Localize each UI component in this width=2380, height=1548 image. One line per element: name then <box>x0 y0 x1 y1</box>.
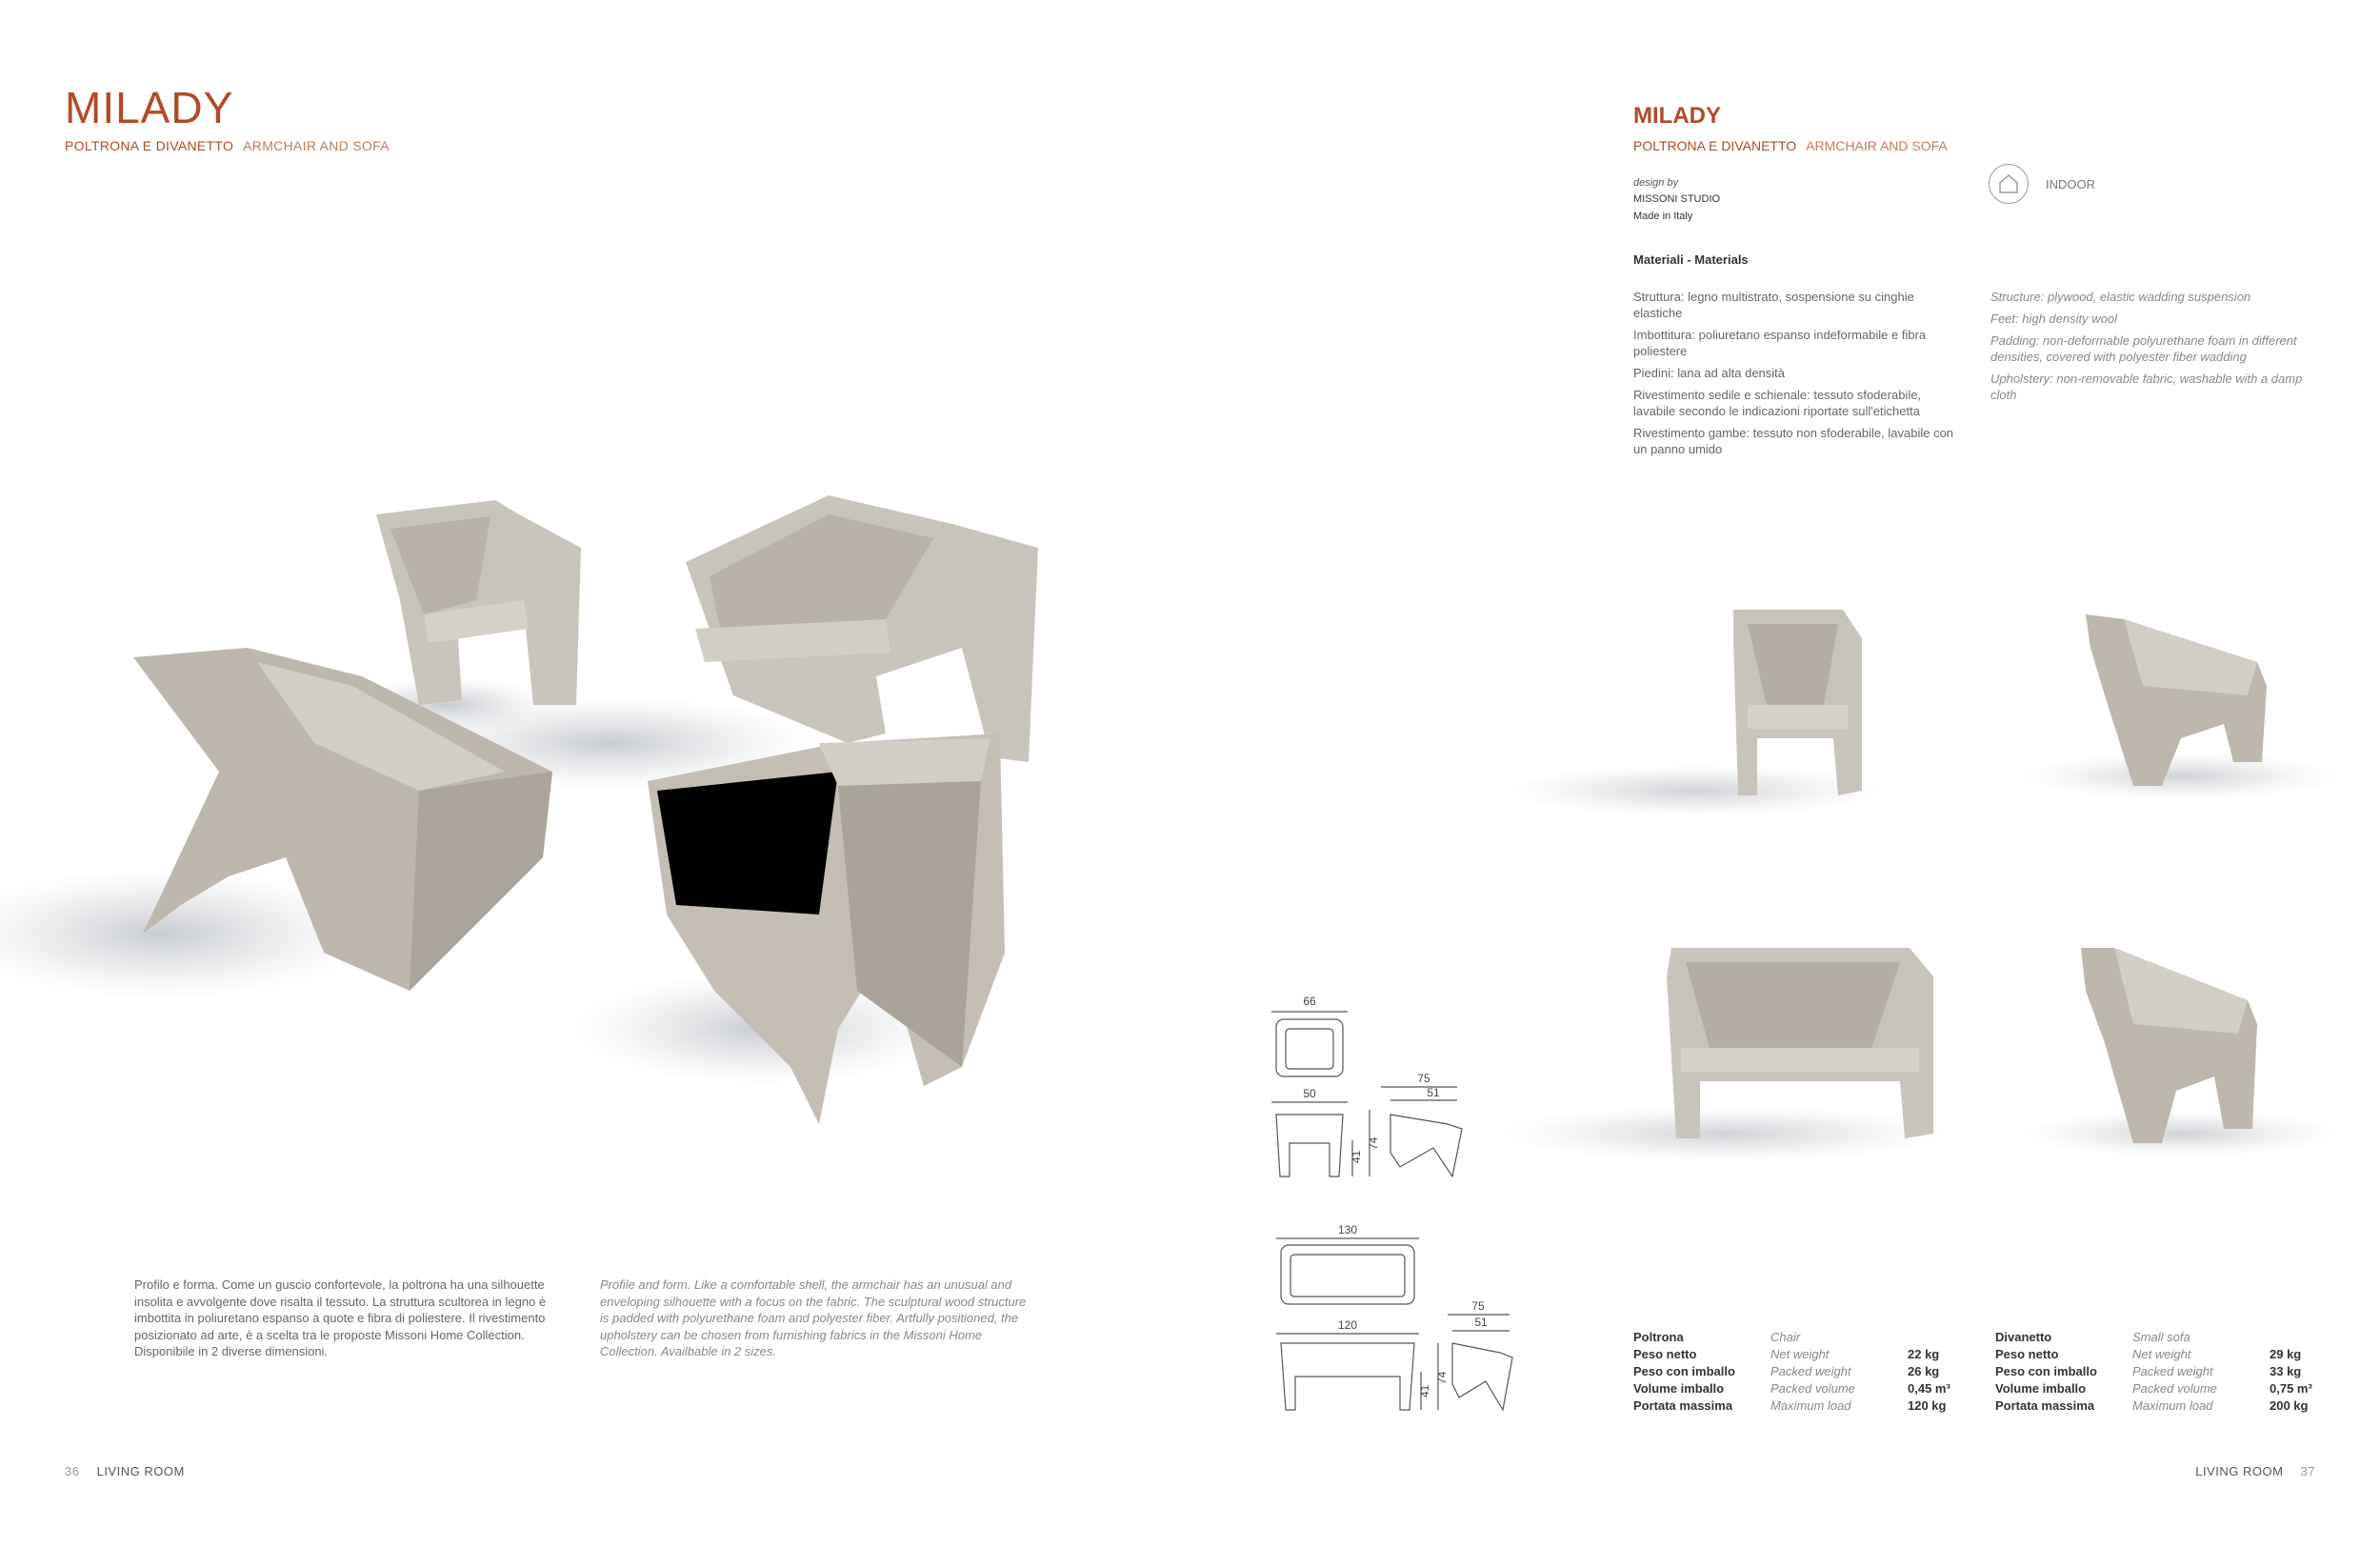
materials-it-list <box>1633 289 1957 463</box>
dim-chair-height: 74 <box>1367 1136 1380 1150</box>
description-en: Profile and form. Like a comfortable shell, the armchair has an unusual and enveloping silhouette with a focus on the fabric. The sculptural wood structure is padded with polyurethane foam and polyester fiber. Artfully positioned, the upholstery can be chosen from furnishing fabrics in the Missoni Home Collection. Availbable in 2 sizes. <box>600 1277 1027 1358</box>
spec-label: Peso con imballo <box>1633 1364 1735 1378</box>
spec-name-it: Divanetto <box>1995 1330 2052 1344</box>
dim-sofa-width-top: 130 <box>1337 1223 1358 1236</box>
spec-value: 120 kg <box>1908 1398 1947 1413</box>
specs-sofa <box>1995 1329 2355 1415</box>
environment-label: INDOOR <box>2046 177 2095 191</box>
dim-sofa-depth-seat: 51 <box>1474 1316 1488 1329</box>
spec-label: Peso netto <box>1633 1347 1697 1361</box>
page-number-right: 37 <box>2300 1464 2315 1478</box>
spec-name-it: Poltrona <box>1633 1330 1684 1344</box>
product-photo-group <box>0 457 1200 1181</box>
material-item: Upholstery: non-removable fabric, washable with a damp cloth <box>1990 372 2303 402</box>
chair-front-view <box>1733 610 1862 795</box>
spec-label-en: Net weight <box>1770 1347 1830 1361</box>
spec-label-en: Packed weight <box>1770 1364 1851 1378</box>
spec-label: Peso netto <box>1995 1347 2059 1361</box>
material-item: Piedini: lana ad alta densità <box>1633 366 1786 380</box>
spec-label: Volume imballo <box>1633 1381 1725 1396</box>
dimension-drawings <box>1257 986 1524 1424</box>
dim-chair-width-front: 50 <box>1303 1087 1316 1100</box>
spec-name-en: Small sofa <box>2132 1330 2190 1344</box>
dim-sofa-width-front: 120 <box>1337 1318 1358 1332</box>
description-it: Profilo e forma. Come un guscio confortevole, la poltrona ha una silhouette insolita e avvolgente dove risalta il tessuto. La struttura scultorea in legno è imbottita in poliuretano espanso a quote e fibra di poliestere. Il rivestimento posizionato ad arte, è a scelta tra le proposte Missoni Home Collection. Disponibile in 2 diverse dimensioni. <box>134 1277 547 1358</box>
spec-label: Peso con imballo <box>1995 1364 2097 1378</box>
subtitle-it: POLTRONA E DIVANETTO <box>65 138 234 153</box>
spec-label: Portata massima <box>1995 1398 2095 1413</box>
dim-chair-depth-seat: 51 <box>1427 1086 1440 1099</box>
spec-label-en: Maximum load <box>1770 1398 1851 1413</box>
specs-chair <box>1633 1329 1993 1415</box>
spec-value: 22 kg <box>1908 1347 1940 1361</box>
spec-name-en: Chair <box>1770 1330 1801 1344</box>
subtitle-it: POLTRONA E DIVANETTO <box>1633 138 1797 153</box>
material-item: Rivestimento gambe: tessuto non sfoderabile, lavabile con un panno umido <box>1633 426 1954 456</box>
section-left: LIVING ROOM <box>96 1464 185 1478</box>
table-row <box>1995 1346 2355 1363</box>
material-item: Struttura: legno multistrato, sospensione su cinghie elastiche <box>1633 290 1914 320</box>
subtitle-en: ARMCHAIR AND SOFA <box>243 138 390 153</box>
table-row <box>1633 1397 1993 1415</box>
footer-right <box>2195 1464 2315 1478</box>
table-row <box>1633 1363 1993 1380</box>
dim-chair-depth-total: 75 <box>1417 1072 1430 1085</box>
material-item: Padding: non-deformable polyurethane foam in different densities, covered with polyester fiber wadding <box>1990 333 2297 364</box>
product-views <box>1495 533 2380 1200</box>
subtitle-en: ARMCHAIR AND SOFA <box>1806 138 1948 153</box>
dim-chair-width-top: 66 <box>1303 995 1316 1008</box>
table-row <box>1633 1380 1993 1397</box>
spec-value: 33 kg <box>2270 1364 2302 1378</box>
dim-sofa-height: 74 <box>1435 1371 1449 1384</box>
spec-label-en: Packed weight <box>2132 1364 2213 1378</box>
spec-label-en: Packed volume <box>1770 1381 1855 1396</box>
house-icon <box>1989 164 2029 204</box>
page-title-right: MILADY <box>1633 103 1721 129</box>
spec-label-en: Maximum load <box>2132 1398 2213 1413</box>
page-title-left: MILADY <box>65 83 234 132</box>
table-row <box>1995 1363 2355 1380</box>
made-in: Made in Italy <box>1633 211 1693 222</box>
material-item: Imbottitura: poliuretano espanso indeformabile e fibra poliestere <box>1633 328 1927 358</box>
spec-label-en: Net weight <box>2132 1347 2191 1361</box>
spec-value: 29 kg <box>2270 1347 2302 1361</box>
materials-title: Materiali - Materials <box>1633 252 1749 267</box>
spec-label-en: Packed volume <box>2132 1381 2217 1396</box>
page-number-left: 36 <box>65 1464 80 1478</box>
spec-label: Portata massima <box>1633 1398 1733 1413</box>
spec-value: 200 kg <box>2270 1398 2309 1413</box>
material-item: Structure: plywood, elastic wadding suspension <box>1990 290 2251 304</box>
dim-sofa-depth-total: 75 <box>1471 1299 1485 1313</box>
footer-left <box>65 1464 185 1478</box>
spec-value: 0,45 m³ <box>1908 1381 1950 1396</box>
section-right: LIVING ROOM <box>2195 1464 2284 1478</box>
dim-chair-seat-height: 41 <box>1350 1150 1363 1163</box>
design-by-label: design by <box>1633 177 1679 189</box>
spec-label: Volume imballo <box>1995 1381 2087 1396</box>
table-row <box>1995 1380 2355 1397</box>
dim-sofa-seat-height: 41 <box>1418 1384 1431 1397</box>
armchair-small <box>376 500 581 705</box>
subtitle-right <box>1633 138 1948 153</box>
material-item: Rivestimento sedile e schienale: tessuto sfoderabile, lavabile secondo le indicazioni riportate sull'etichetta <box>1633 388 1922 418</box>
material-item: Feet: high density wool <box>1990 312 2117 326</box>
designer-name: MISSONI STUDIO <box>1633 193 1721 205</box>
spec-value: 26 kg <box>1908 1364 1940 1378</box>
subtitle-left <box>65 138 390 153</box>
materials-en-list <box>1990 289 2314 409</box>
spec-value: 0,75 m³ <box>2270 1381 2312 1396</box>
table-row <box>1995 1397 2355 1415</box>
table-row <box>1633 1346 1993 1363</box>
